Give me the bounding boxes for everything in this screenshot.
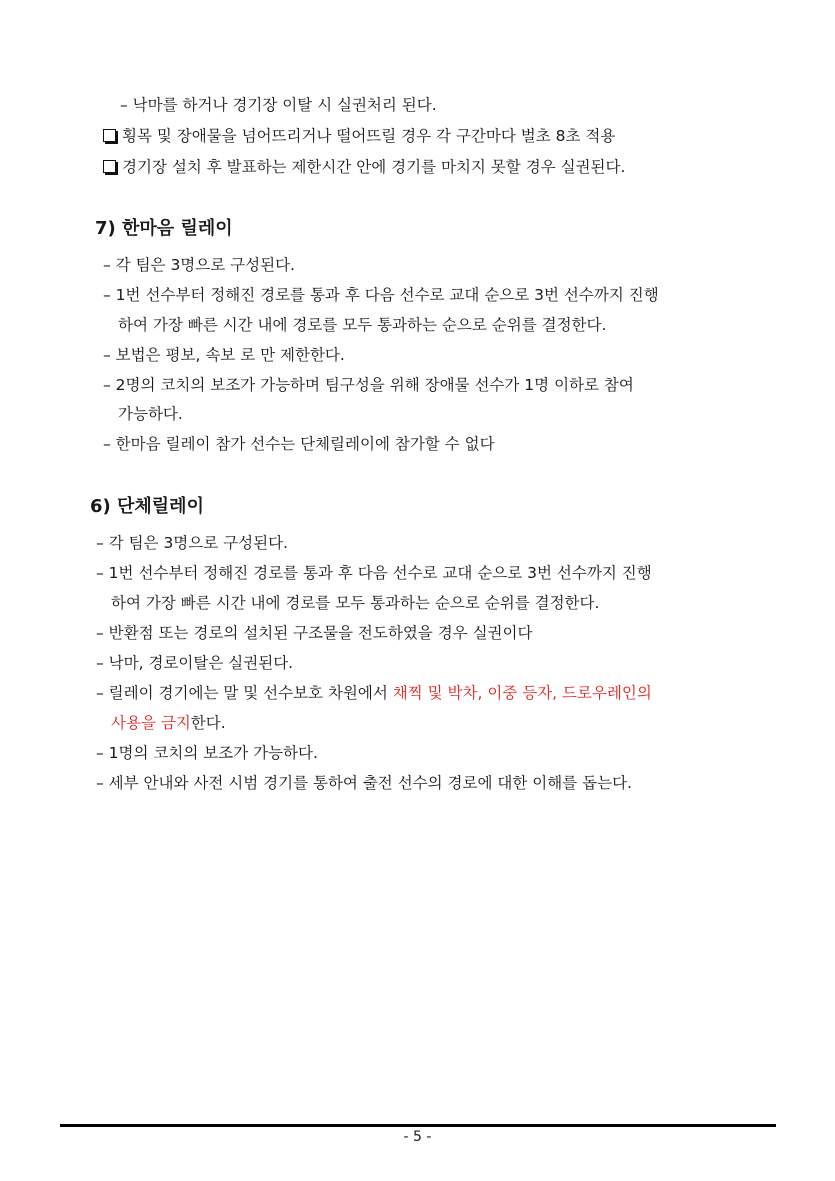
list-item (96, 683, 652, 703)
list-item-continuation: 가능하다. (118, 405, 183, 423)
prohibited-equipment-text: 채찍 및 박차, 이중 등자, 드로우레인의 (392, 684, 652, 702)
list-item: – 각 팀은 3명으로 구성된다. (103, 256, 295, 274)
list-item: – 1명의 코치의 보조가 가능하다. (96, 744, 318, 762)
list-item: – 2명의 코치의 보조가 가능하며 팀구성을 위해 장애물 선수가 1명 이하로 참여 (103, 376, 634, 394)
list-item: – 각 팀은 3명으로 구성된다. (96, 534, 288, 552)
text-line: – 낙마를 하거나 경기장 이탈 시 실권처리 된다. (120, 96, 437, 114)
footer-rule (60, 1124, 776, 1127)
list-item: – 세부 안내와 사전 시범 경기를 통하여 출전 선수의 경로에 대한 이해를 돕는다. (96, 774, 632, 792)
list-item-continuation (111, 713, 226, 733)
list-item: – 1번 선수부터 정해진 경로를 통과 후 다음 선수로 교대 순으로 3번 선수까지 진행 (103, 286, 659, 304)
list-item: – 한마음 릴레이 참가 선수는 단체릴레이에 참가할 수 없다 (103, 435, 495, 453)
checkbox-text: 경기장 설치 후 발표하는 제한시간 안에 경기를 마치지 못할 경우 실권된다. (122, 158, 626, 176)
checkbox-item (103, 157, 625, 177)
relay-rule-text: – 릴레이 경기에는 말 및 선수보호 차원에서 (96, 684, 393, 702)
page-number: - 5 - (403, 1129, 432, 1145)
checkbox-item (103, 126, 615, 146)
list-item: – 반환점 또는 경로의 설치된 구조물을 전도하였을 경우 실권이다 (96, 624, 533, 642)
list-item-continuation: 하여 가장 빠른 시간 내에 경로를 모두 통과하는 순으로 순위를 결정한다. (111, 594, 600, 612)
section-heading: 6) 단체릴레이 (90, 496, 204, 517)
continuation-suffix: 한다. (190, 714, 226, 732)
checkbox-icon (103, 129, 116, 142)
prohibition-text: 사용을 금지 (111, 714, 191, 732)
list-item: – 1번 선수부터 정해진 경로를 통과 후 다음 선수로 교대 순으로 3번 선수까지 진행 (96, 564, 652, 582)
list-item: – 보법은 평보, 속보 로 만 제한한다. (103, 346, 345, 364)
list-item-continuation: 하여 가장 빠른 시간 내에 경로를 모두 통과하는 순으로 순위를 결정한다. (118, 316, 607, 334)
checkbox-text: 횡목 및 장애물을 넘어뜨리거나 떨어뜨릴 경우 각 구간마다 벌초 8초 적용 (122, 127, 616, 145)
checkbox-icon (103, 160, 116, 173)
section-heading: 7) 한마음 릴레이 (95, 218, 233, 239)
list-item: – 낙마, 경로이탈은 실권된다. (96, 654, 294, 672)
